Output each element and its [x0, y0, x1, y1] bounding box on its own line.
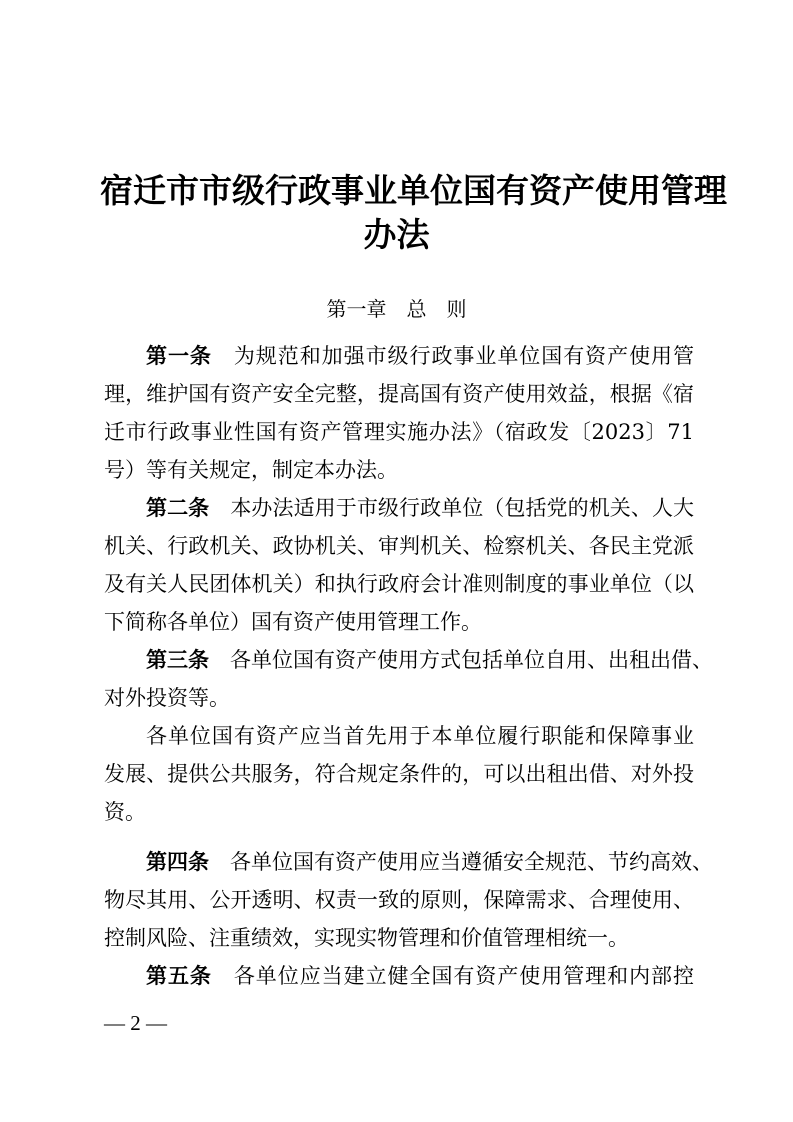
document-title-line-1: 宿迁市市级行政事业单位国有资产使用管理 [100, 171, 727, 210]
article-5-text: 各单位应当建立健全国有资产使用管理和内部控 [233, 964, 695, 988]
article-5-label: 第五条 [146, 964, 212, 988]
article-2-line-4: 下简称各单位）国有资产使用管理工作。 [104, 610, 482, 634]
article-4-line-3: 控制风险、注重绩效，实现实物管理和价值管理相统一。 [104, 926, 629, 950]
article-3-text: 各单位国有资产使用方式包括单位自用、出租出借、 [230, 648, 713, 672]
article-1-line-1 [146, 337, 694, 375]
article-2-text: 本办法适用于市级行政单位（包括党的机关、人大 [230, 496, 695, 520]
article-2-line-1 [146, 489, 694, 527]
article-5-line-1 [146, 957, 694, 995]
article-1-line-4: 号）等有关规定，制定本办法。 [104, 458, 398, 482]
article-4-line-1 [146, 843, 713, 881]
article-4-label: 第四条 [146, 850, 209, 874]
page-number: — 2 — [104, 1011, 167, 1035]
article-3-para-2-line-1: 各单位国有资产应当首先用于本单位履行职能和保障事业 [146, 724, 694, 748]
article-4-text: 各单位国有资产使用应当遵循安全规范、节约高效、 [230, 850, 713, 874]
article-2-line-3: 及有关人民团体机关）和执行政府会计准则制度的事业单位（以 [104, 572, 694, 596]
document-title-line-2: 办法 [363, 215, 430, 254]
article-2-line-2: 机关、行政机关、政协机关、审判机关、检察机关、各民主党派 [104, 534, 694, 558]
article-3-line-1 [146, 641, 713, 679]
article-1-label: 第一条 [146, 344, 212, 368]
article-1-line-2: 理，维护国有资产安全完整，提高国有资产使用效益，根据《宿 [104, 382, 694, 406]
article-1-line-3: 迁市行政事业性国有资产管理实施办法》（宿政发〔2023〕71 [104, 420, 694, 444]
article-3-para-2-line-2: 发展、提供公共服务，符合规定条件的，可以出租出借、对外投 [104, 762, 694, 786]
article-4-line-2: 物尽其用、公开透明、权责一致的原则，保障需求、合理使用、 [104, 888, 694, 912]
article-2-label: 第二条 [146, 496, 210, 520]
article-3-line-2: 对外投资等。 [104, 686, 230, 710]
article-1-text: 为规范和加强市级行政事业单位国有资产使用管 [233, 344, 695, 368]
article-3-label: 第三条 [146, 648, 209, 672]
chapter-heading: 第一章 总 则 [326, 297, 467, 321]
article-3-para-2-line-3: 资。 [104, 800, 146, 824]
